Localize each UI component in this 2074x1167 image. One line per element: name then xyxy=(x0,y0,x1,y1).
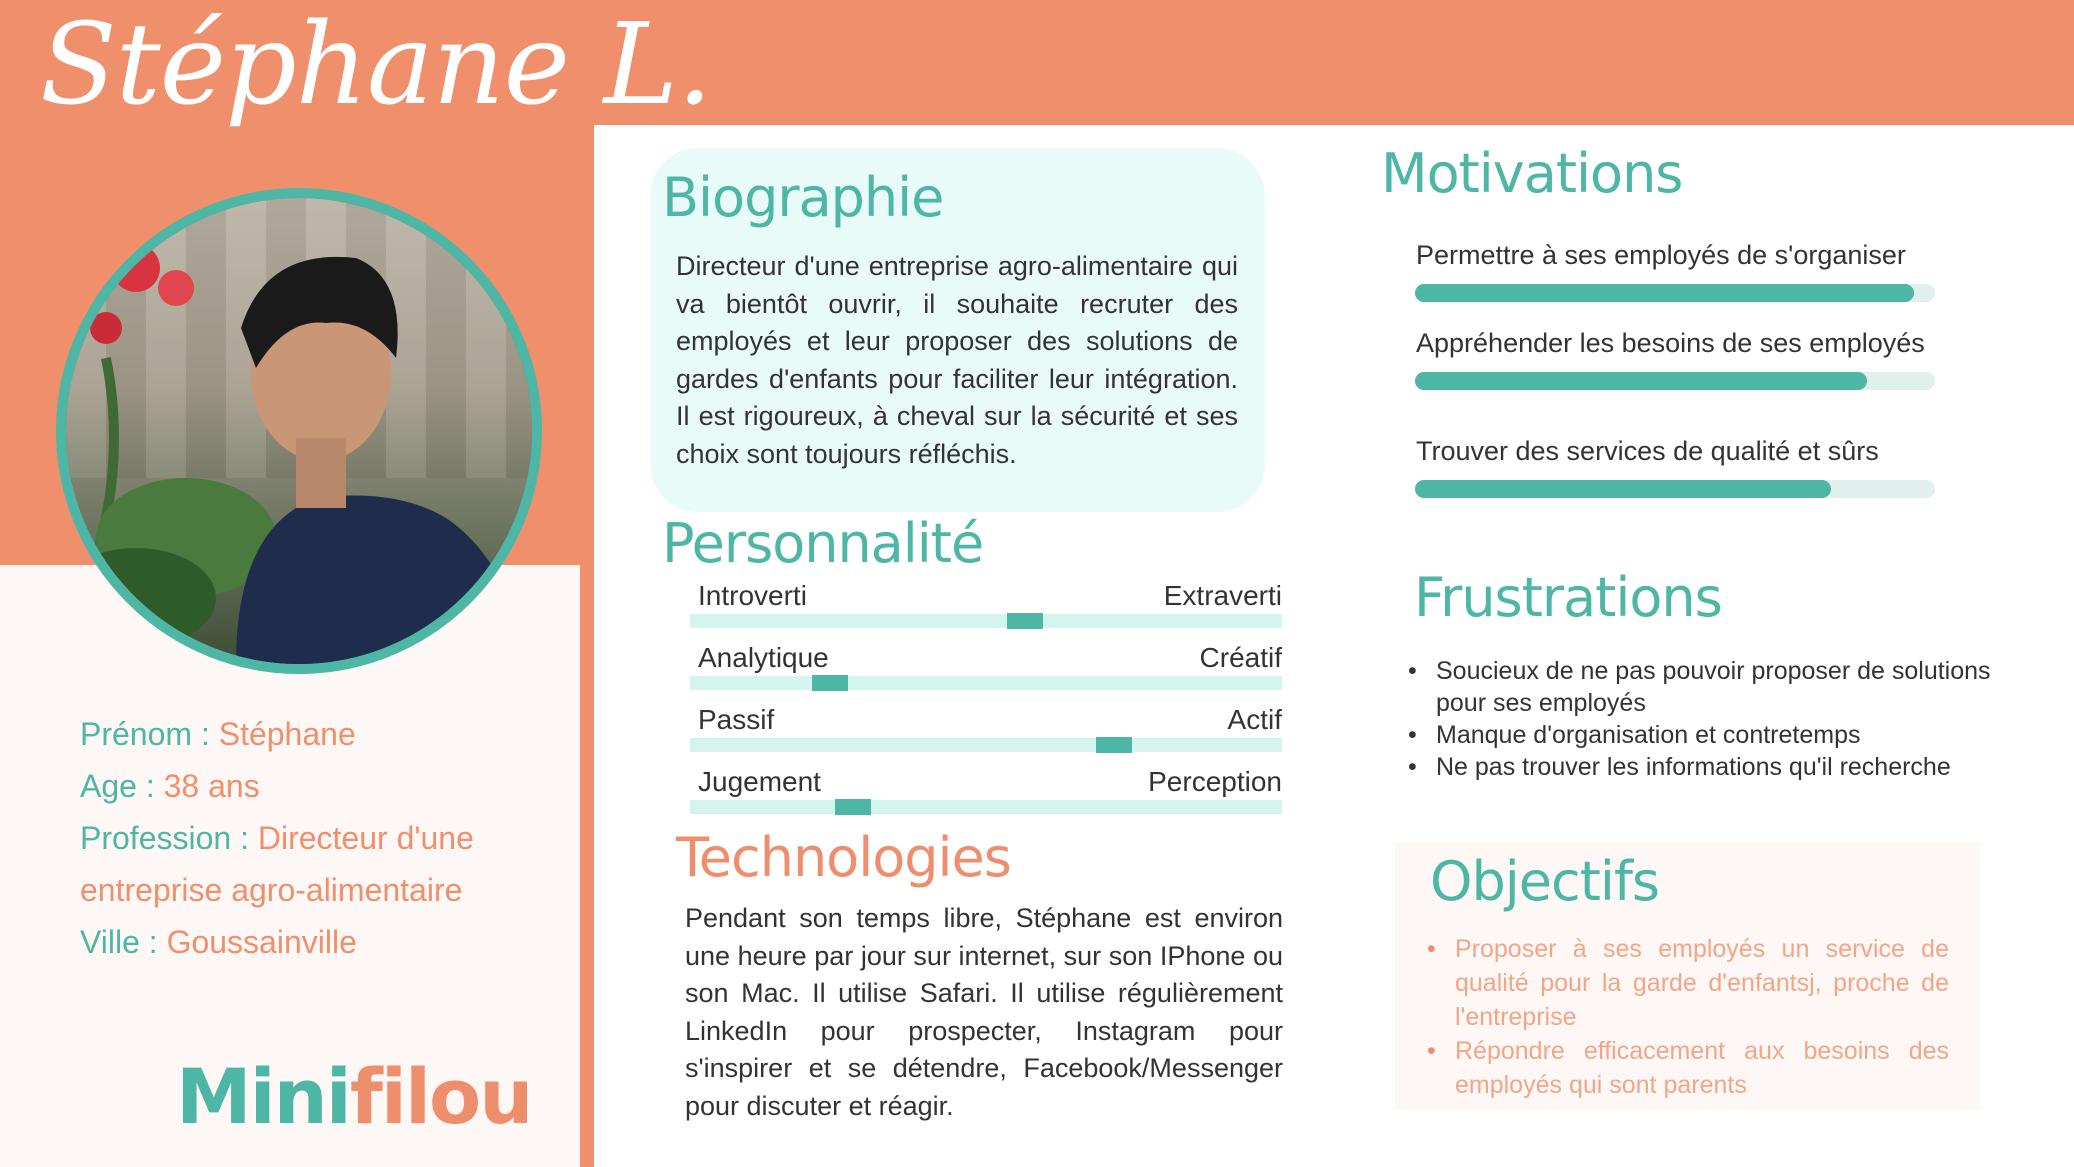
profile-info xyxy=(80,708,474,968)
objective-item: • Répondre efficacement aux besoins des employés qui sont parents xyxy=(1425,1034,1949,1102)
technologies-title: Technologies xyxy=(676,826,1011,889)
city-row: Ville : Goussainville xyxy=(80,924,357,960)
frustration-item: • Manque d'organisation et contretemps xyxy=(1400,719,2000,751)
trait-slider-track xyxy=(690,676,1282,690)
trait-slider-thumb xyxy=(1007,613,1043,629)
motivations-title: Motivations xyxy=(1381,142,1683,205)
frustration-item: • Soucieux de ne pas pouvoir proposer de solutions pour ses employés xyxy=(1400,655,2000,719)
motivation-label: Trouver des services de qualité et sûrs xyxy=(1416,436,1879,466)
frustration-item: • Ne pas trouver les informations qu'il recherche xyxy=(1400,751,2000,783)
trait-right-label: Créatif xyxy=(1199,642,1282,673)
profession-row: Profession : Directeur d'une xyxy=(80,820,474,856)
motivation-bar xyxy=(1415,284,1935,302)
technologies-text: Pendant son temps libre, Stéphane est environ une heure par jour sur internet, sur son IPhone ou son Mac. Il utilise Safari. Il utilise régulièrement LinkedIn pour prospecter, Instagram pour s'inspirer et se détendre, Facebook/Messenger pour discuter et réagir. xyxy=(685,903,1283,1121)
motivation-label: Appréhender les besoins de ses employés xyxy=(1416,328,1925,358)
motivation-bar-fill xyxy=(1415,372,1867,390)
biography-title: Biographie xyxy=(662,166,944,229)
frustrations-title: Frustrations xyxy=(1414,566,1722,629)
personality-title: Personnalité xyxy=(662,512,984,575)
trait-right-label: Perception xyxy=(1148,766,1282,797)
firstname-row: Prénom : Stéphane xyxy=(80,716,356,752)
motivation-label: Permettre à ses employés de s'organiser xyxy=(1416,240,1906,270)
trait-left-label: Jugement xyxy=(698,766,821,797)
motivation-bar xyxy=(1415,372,1935,390)
profile-photo xyxy=(56,188,542,674)
trait-right-label: Actif xyxy=(1227,704,1282,735)
trait-right-label: Extraverti xyxy=(1163,580,1282,611)
motivation-bar xyxy=(1415,480,1935,498)
trait-left-label: Introverti xyxy=(698,580,807,611)
trait-slider-track xyxy=(690,800,1282,814)
objective-item: • Proposer à ses employés un service de qualité pour la garde d'enfantsj, proche de l'entreprise xyxy=(1425,932,1949,1034)
trait-left-label: Analytique xyxy=(698,642,829,673)
objectives-list xyxy=(1425,932,1949,1102)
frustrations-list xyxy=(1400,655,2000,783)
trait-slider-thumb xyxy=(835,799,871,815)
trait-slider-thumb xyxy=(812,675,848,691)
trait-slider-track xyxy=(690,738,1282,752)
biography-text: Directeur d'une entreprise agro-alimentaire qui va bientôt ouvrir, il souhaite recruter des employés et leur proposer des solutions de gardes d'enfants pour faciliter leur intégration. Il est rigoureux, à cheval sur la sécurité et ses choix sont toujours réfléchis. xyxy=(676,251,1238,469)
trait-left-label: Passif xyxy=(698,704,775,735)
objectives-title: Objectifs xyxy=(1430,850,1660,913)
minifilou-logo: Minifilou xyxy=(176,1052,532,1141)
motivation-bar-fill xyxy=(1415,480,1831,498)
profession-row-2: entreprise agro-alimentaire xyxy=(80,872,463,908)
persona-name: Stéphane L. xyxy=(40,0,712,130)
trait-slider-track xyxy=(690,614,1282,628)
motivation-bar-fill xyxy=(1415,284,1914,302)
trait-slider-thumb xyxy=(1096,737,1132,753)
age-row: Age : 38 ans xyxy=(80,768,260,804)
